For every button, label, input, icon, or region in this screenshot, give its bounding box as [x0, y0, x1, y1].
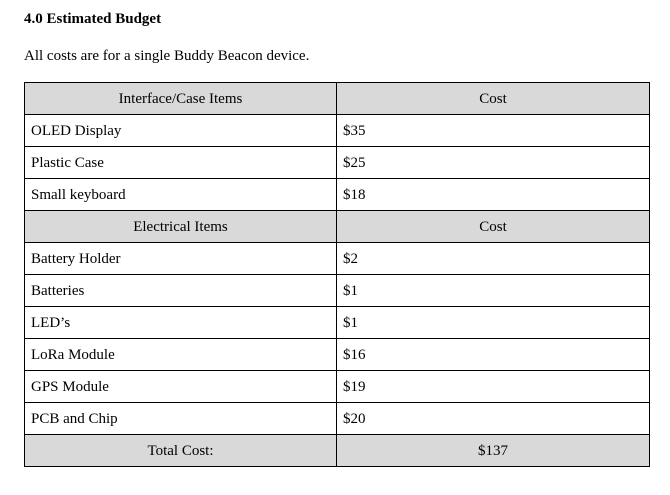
item-cost: $1: [337, 307, 650, 339]
table-row: [25, 307, 650, 339]
table-row: [25, 403, 650, 435]
table-row: [25, 339, 650, 371]
total-row: [25, 435, 650, 467]
item-cost: $2: [337, 243, 650, 275]
item-name: PCB and Chip: [25, 403, 337, 435]
item-cost: $35: [337, 115, 650, 147]
total-label: Total Cost:: [25, 435, 337, 467]
table-row: [25, 179, 650, 211]
column-header-cost: Cost: [337, 211, 650, 243]
table-row: [25, 371, 650, 403]
item-name: Plastic Case: [25, 147, 337, 179]
item-name: Battery Holder: [25, 243, 337, 275]
section-heading: 4.0 Estimated Budget: [24, 11, 162, 27]
item-name: LoRa Module: [25, 339, 337, 371]
item-cost: $19: [337, 371, 650, 403]
item-name: Small keyboard: [25, 179, 337, 211]
intro-paragraph: All costs are for a single Buddy Beacon device.: [24, 48, 310, 64]
item-cost: $18: [337, 179, 650, 211]
item-name: Batteries: [25, 275, 337, 307]
item-name: OLED Display: [25, 115, 337, 147]
table-row: [25, 147, 650, 179]
item-name: GPS Module: [25, 371, 337, 403]
item-cost: $20: [337, 403, 650, 435]
item-cost: $25: [337, 147, 650, 179]
total-value: $137: [337, 435, 650, 467]
table-row: [25, 243, 650, 275]
item-cost: $16: [337, 339, 650, 371]
table-header-row: [25, 83, 650, 115]
column-header-electrical: Electrical Items: [25, 211, 337, 243]
column-header-cost: Cost: [337, 83, 650, 115]
column-header-items: Interface/Case Items: [25, 83, 337, 115]
table-subheader-row: [25, 211, 650, 243]
item-name: LED’s: [25, 307, 337, 339]
table-row: [25, 275, 650, 307]
item-cost: $1: [337, 275, 650, 307]
budget-table: [24, 82, 650, 467]
table-row: [25, 115, 650, 147]
